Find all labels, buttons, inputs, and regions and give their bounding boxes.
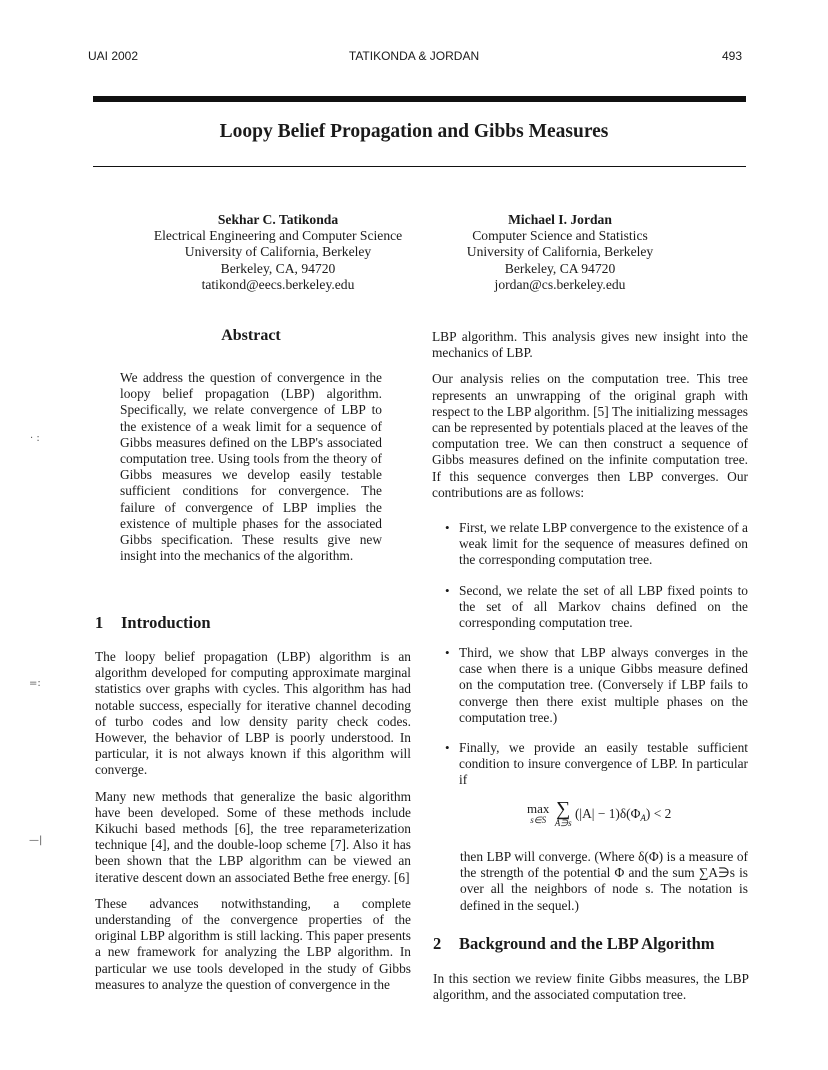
bullet-item xyxy=(445,740,748,789)
bullet-icon: • xyxy=(445,645,450,660)
intro-column xyxy=(95,649,411,993)
bullet-text: Second, we relate the set of all LBP fixed points to the set of all Markov chains defined on the corresponding computation tree. xyxy=(459,583,748,631)
bullet-item xyxy=(445,520,748,569)
margin-mark: =: xyxy=(29,678,41,689)
title-bottom-rule xyxy=(93,166,746,167)
section-title: Background and the LBP Algorithm xyxy=(459,934,715,953)
author-address: Berkeley, CA 94720 xyxy=(504,260,616,276)
author-university: University of California, Berkeley xyxy=(184,244,372,260)
section-2-heading xyxy=(433,934,715,954)
max-subscript: s∈S xyxy=(530,815,547,825)
equation-rhs: ) < 2 xyxy=(645,806,672,821)
sum-icon: ∑ xyxy=(556,798,571,820)
equation-body: (|A| − 1)δ(Φ xyxy=(574,806,641,821)
equation-body-subscript: A xyxy=(640,812,646,823)
bullet-text: Finally, we provide an easily testable sufficient condition to insure convergence of LBP. In particular if xyxy=(459,740,748,788)
abstract-heading: Abstract xyxy=(221,327,281,344)
intro-paragraph-3: These advances notwithstanding, a complete understanding of the convergence properties of the original LBP algorithm is still lacking. This paper presents a new framework for analyzing the LBP algorithm. In particular we use tools developed in the study of Gibbs measures to analyze the question of convergence in the xyxy=(95,895,411,992)
page-number: 493 xyxy=(722,49,743,63)
author-email: jordan@cs.berkeley.edu xyxy=(494,276,626,292)
author-block-1 xyxy=(128,212,428,293)
margin-mark: · : xyxy=(30,433,40,444)
running-header-left: UAI 2002 xyxy=(88,49,139,63)
section-number: 1 xyxy=(95,613,104,632)
author-department: Electrical Engineering and Computer Science xyxy=(153,228,403,244)
author-address: Berkeley, CA, 94720 xyxy=(220,260,336,276)
convergence-condition-equation xyxy=(527,800,671,828)
author-department: Computer Science and Statistics xyxy=(472,228,648,244)
bullet-text: First, we relate LBP convergence to the existence of a weak limit for the sequence of measures defined on the corresponding computation tree. xyxy=(459,520,748,568)
max-operator: max xyxy=(527,801,550,816)
paper-title: Loopy Belief Propagation and Gibbs Measures xyxy=(219,121,609,142)
section-2-paragraph: In this section we review finite Gibbs measures, the LBP algorithm, and the associated computation tree. xyxy=(433,971,749,1003)
after-math-paragraph: then LBP will converge. (Where δ(Φ) is a measure of the strength of the potential Φ and the sum ∑A∋s is over all the neighbors of node s. The notation is defined in the sequel.) xyxy=(460,849,748,913)
author-university: University of California, Berkeley xyxy=(466,244,654,260)
top-thick-rule xyxy=(93,96,746,102)
bullet-continuation xyxy=(460,849,748,914)
right-paragraph-0: LBP algorithm. This analysis gives new insight into the mechanics of LBP. xyxy=(432,329,748,361)
running-header-center: TATIKONDA & JORDAN xyxy=(348,49,480,63)
sum-subscript: A∋s xyxy=(554,818,572,828)
section-2-intro xyxy=(433,971,749,1003)
author-block-2 xyxy=(440,212,680,293)
right-column-top xyxy=(432,329,748,501)
section-number: 2 xyxy=(433,934,442,953)
bullet-icon: • xyxy=(445,740,450,755)
author-email: tatikond@eecs.berkeley.edu xyxy=(201,276,355,292)
bullet-item xyxy=(445,583,748,632)
abstract-paragraph: We address the question of convergence in the loopy belief propagation (LBP) algorithm. Specifically, we relate convergence of LBP to the existence of a weak limit for a sequence of Gibbs measures defined on the LBP's associated computation tree. Using tools from the theory of Gibbs measures we develop easily testable sufficient conditions for convergence. The failure of convergence of LBP implies the existence of multiple phases for the associated Gibbs specification. These results give new insight into the mechanics of the algorithm. xyxy=(120,370,382,564)
bullet-item xyxy=(445,645,748,726)
intro-paragraph-2: Many new methods that generalize the basic algorithm have been developed. Some of these methods include Kikuchi based methods [6], the tree reparameterization technique [4], and the double-loop scheme [7]. Also it has been shown that the LBP algorithm can be viewed an iterative descent down an associated Bethe free energy. [6] xyxy=(95,788,411,885)
right-paragraph-1: Our analysis relies on the computation tree. This tree represents an unwrapping of the original graph with respect to the LBP algorithm. [5] The initializing messages can be represented by potentials placed at the leaves of the computation tree. We can then construct a sequence of Gibbs measures defined on the infinite computation tree. If this sequence converges then LBP converges. Our contributions are as follows: xyxy=(432,371,748,500)
author-name: Sekhar C. Tatikonda xyxy=(217,212,339,227)
abstract-text xyxy=(120,370,382,564)
intro-paragraph-1: The loopy belief propagation (LBP) algorithm is an algorithm developed for computing approximate marginal statistics over graphs with cycles. This algorithm has had notable success, especially for iterative channel decoding of turbo codes and low density parity check codes. However, the behavior of LBP is poorly understood. In particular, it is not always known if this algorithm will converge. xyxy=(95,649,411,778)
margin-mark: —| xyxy=(29,835,43,846)
section-1-heading xyxy=(95,613,211,633)
author-name: Michael I. Jordan xyxy=(508,212,612,227)
bullet-icon: • xyxy=(445,520,450,535)
bullet-text: Third, we show that LBP always converges in the case when there is a unique Gibbs measure defined on the computation tree. (Conversely if LBP fails to converge then there exist multiple phases on the computation tree.) xyxy=(459,645,748,725)
bullet-icon: • xyxy=(445,583,450,598)
section-title: Introduction xyxy=(121,613,211,632)
